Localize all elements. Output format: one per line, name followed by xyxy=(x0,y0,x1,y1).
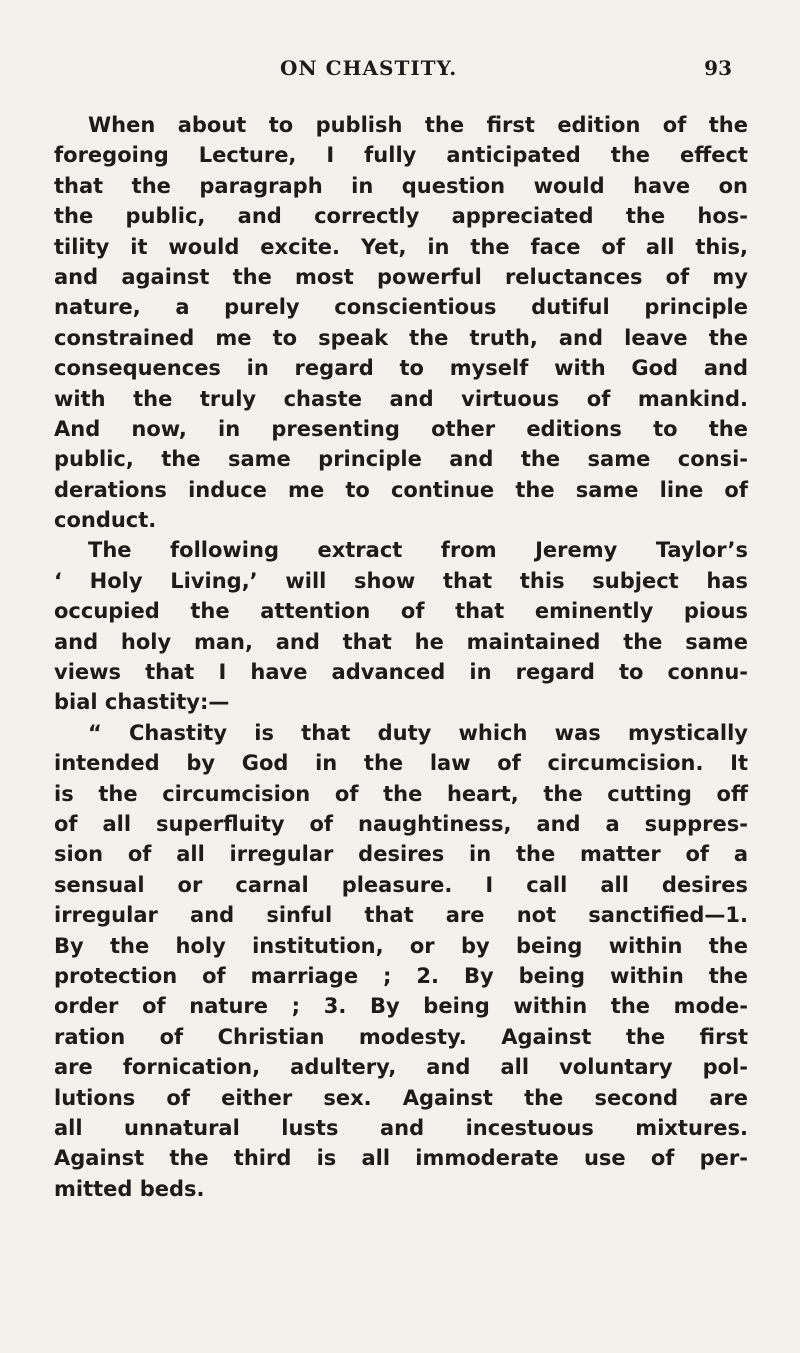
text-line: with the truly chaste and virtuous of mankind. xyxy=(54,386,748,411)
text-line: And now, in presenting other editions to the xyxy=(54,416,748,441)
text-line: The following extract from Jeremy Taylor’s xyxy=(88,538,748,563)
text-line: “ Chastity is that duty which was mystically xyxy=(88,720,748,745)
running-head xyxy=(0,56,800,86)
text-line: By the holy institution, or by being within the xyxy=(54,933,748,958)
text-line: lutions of either sex. Against the second are xyxy=(54,1085,748,1110)
text-line: sion of all irregular desires in the matter of a xyxy=(54,842,748,867)
text-line: views that I have advanced in regard to connu- xyxy=(54,660,748,685)
text-line: When about to publish the first edition of the xyxy=(88,113,748,137)
text-line: occupied the attention of that eminently pious xyxy=(54,599,748,624)
text-line: public, the same principle and the same consi- xyxy=(54,447,748,472)
text-line: and holy man, and that he maintained the same xyxy=(54,629,748,654)
text-line: constrained me to speak the truth, and leave the xyxy=(54,325,748,350)
text-line: is the circumcision of the heart, the cutting off xyxy=(54,781,748,806)
text-line: irregular and sinful that are not sanctified—1. xyxy=(54,903,748,928)
text-line: protection of marriage ; 2. By being within the xyxy=(54,963,748,988)
text-line: derations induce me to continue the same line of xyxy=(54,477,748,502)
text-line: tility it would excite. Yet, in the face of all this, xyxy=(54,234,748,259)
text-line: ‘ Holy Living,’ will show that this subject has xyxy=(54,568,748,593)
text-line: that the paragraph in question would have on xyxy=(54,173,748,198)
text-line: mitted beds. xyxy=(54,1176,205,1201)
text-line: Against the third is all immoderate use of per- xyxy=(54,1146,748,1171)
text-line: ration of Christian modesty. Against the first xyxy=(54,1024,748,1049)
text-line: bial chastity:— xyxy=(54,690,230,715)
text-line: foregoing Lecture, I fully anticipated the effect xyxy=(54,143,748,168)
text-line: and against the most powerful reluctances of my xyxy=(54,264,748,289)
text-line: nature, a purely conscientious dutiful principle xyxy=(54,295,748,320)
text-line: intended by God in the law of circumcision. It xyxy=(54,751,748,776)
text-line: conduct. xyxy=(54,508,157,533)
text-line: of all superfluity of naughtiness, and a suppres- xyxy=(54,811,748,836)
running-title: ON CHASTITY. xyxy=(280,56,458,80)
text-line: all unnatural lusts and incestuous mixtures. xyxy=(54,1115,748,1140)
body-text xyxy=(54,110,748,1204)
text-line: order of nature ; 3. By being within the mode- xyxy=(54,994,748,1019)
text-line: are fornication, adultery, and all voluntary pol- xyxy=(54,1055,748,1080)
page-number: 93 xyxy=(704,56,732,80)
text-line: the public, and correctly appreciated the hos- xyxy=(54,204,748,229)
text-line: consequences in regard to myself with God and xyxy=(54,356,748,381)
text-line: sensual or carnal pleasure. I call all desires xyxy=(54,872,748,897)
